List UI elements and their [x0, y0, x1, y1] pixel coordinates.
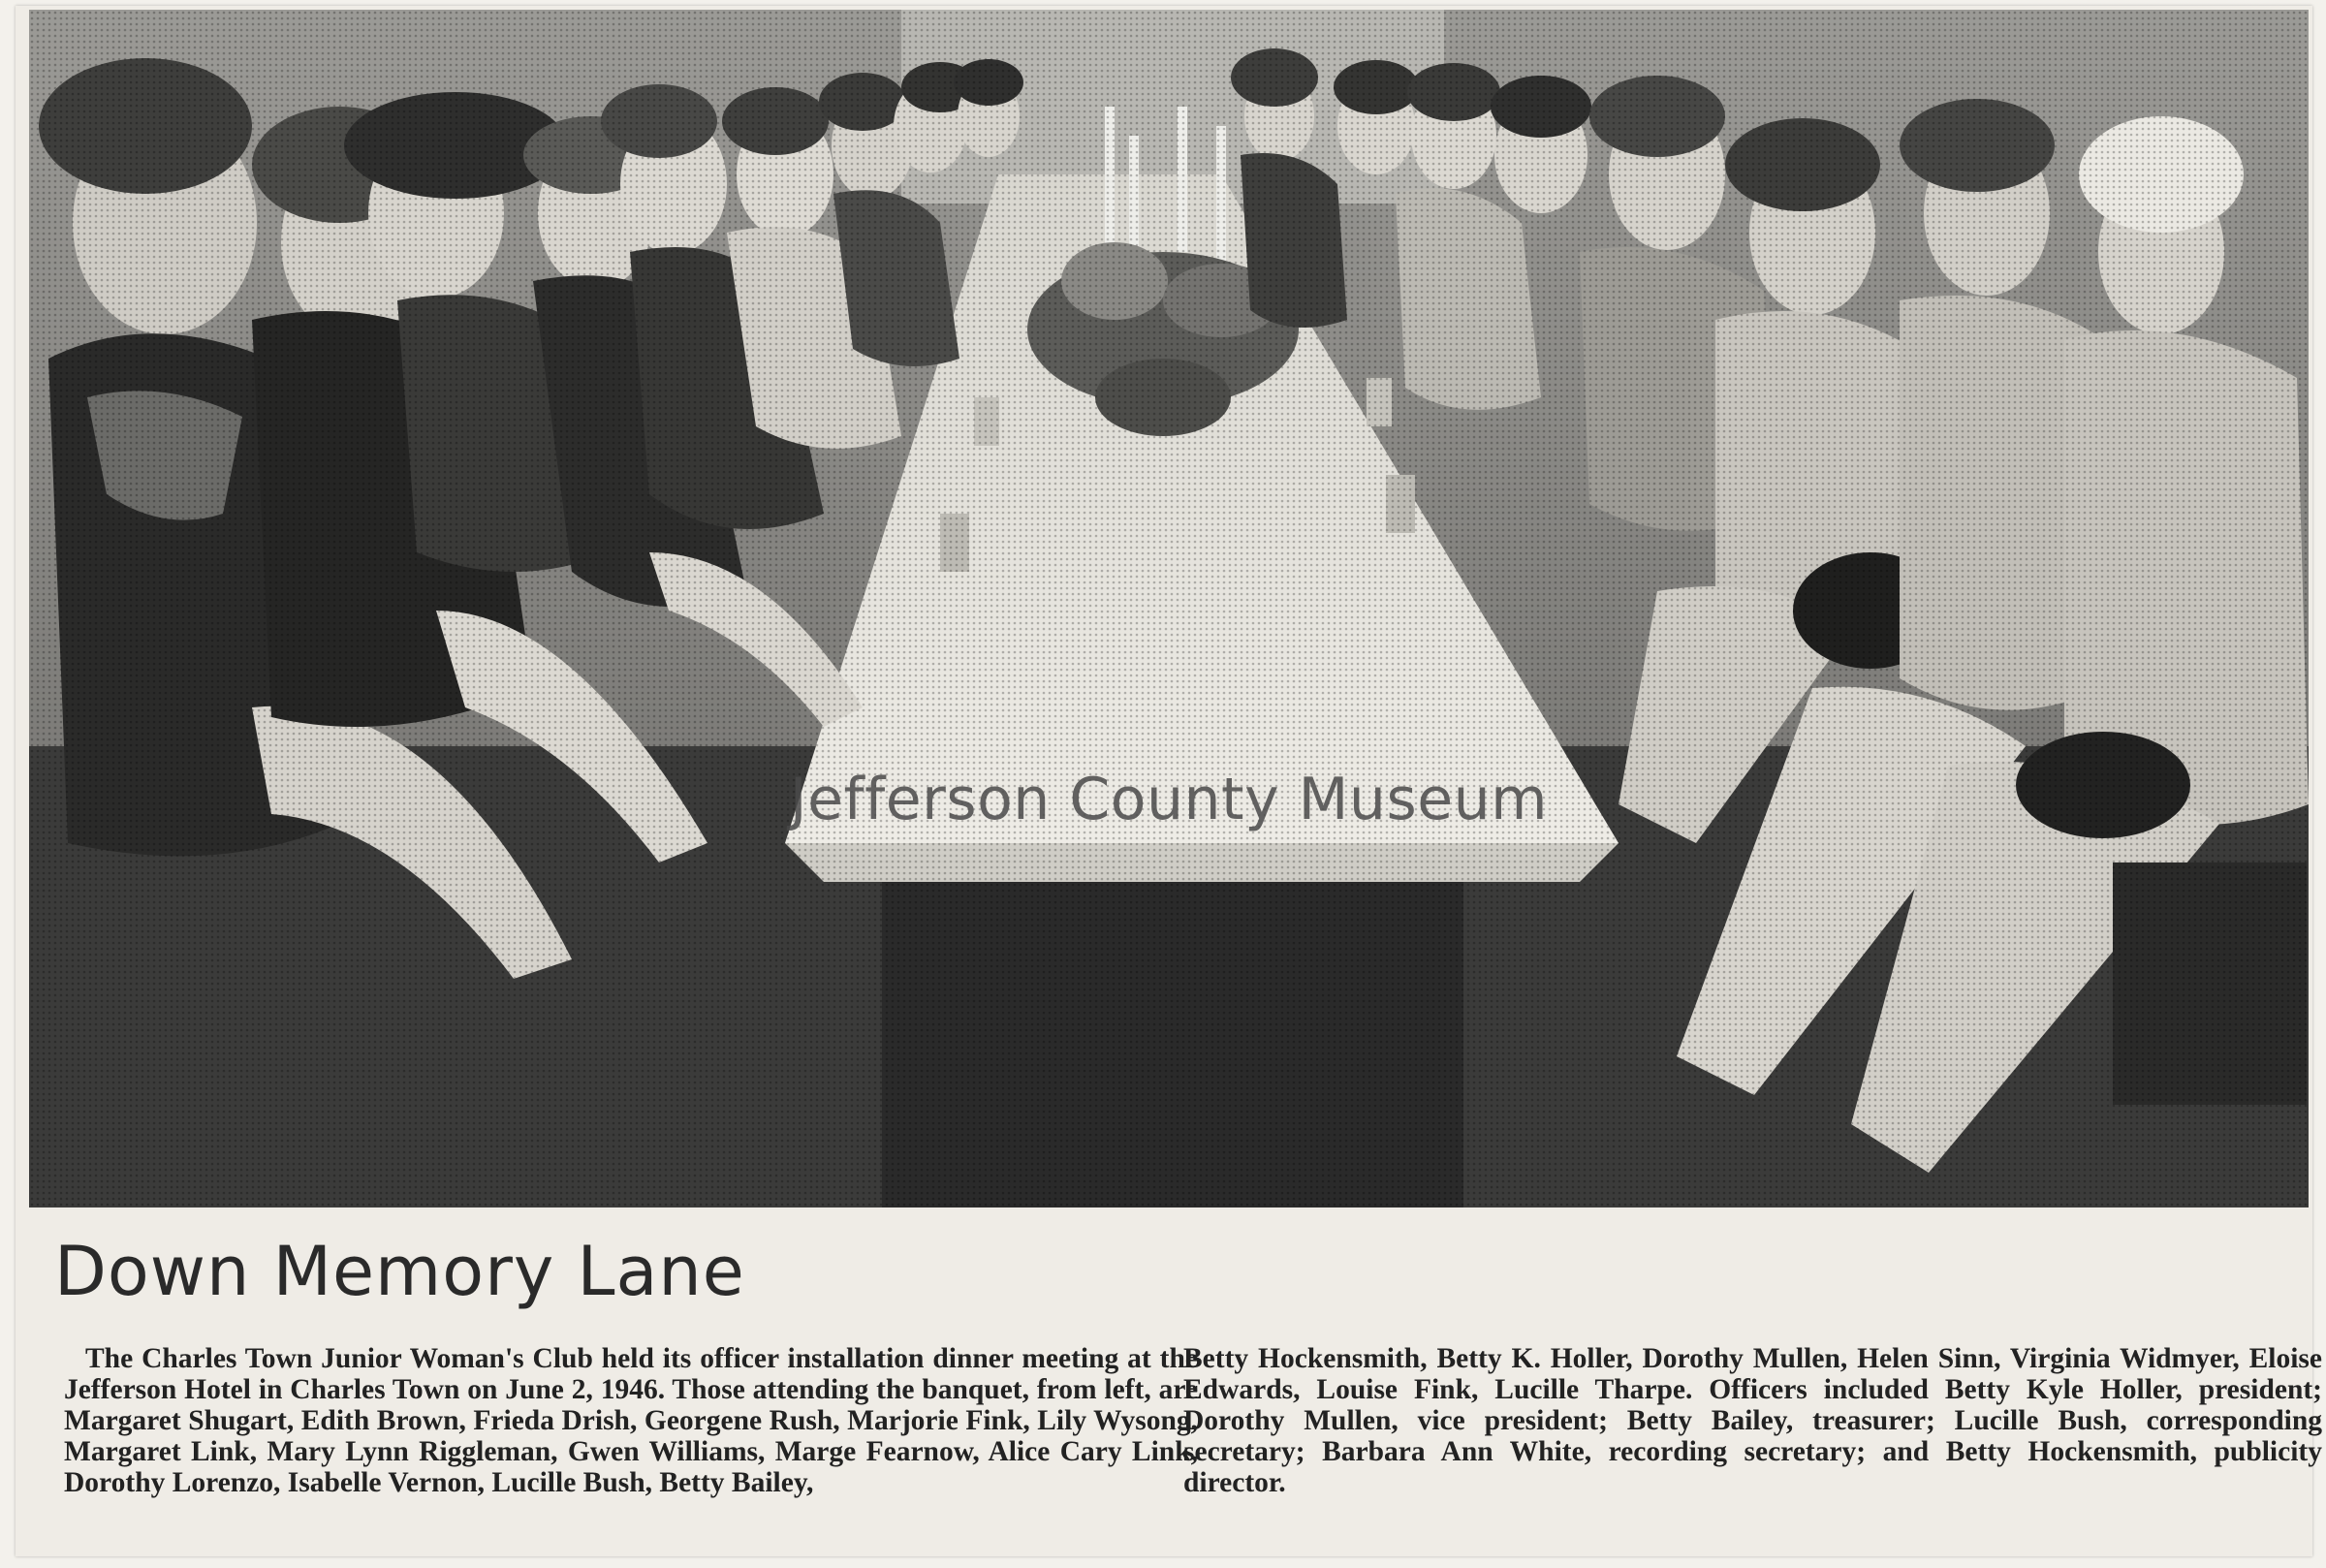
banquet-photo-illustration	[29, 10, 2309, 1207]
caption-column-2: Betty Hockensmith, Betty K. Holler, Dorothy Mullen, Helen Sinn, Virginia Widmyer, Eloise Edwards, Louise Fink, Lucille Tharpe. Officers included Betty Kyle Holler, president; Dorothy Mullen, vice president; Betty Bailey, treasurer; Lucille Bush, corresponding secretary; Barbara Ann White, recording secretary; and Betty Hockensmith, publicity director.	[1183, 1343, 2322, 1498]
museum-watermark: Jefferson County Museum	[789, 766, 1549, 833]
headline: Down Memory Lane	[54, 1232, 745, 1311]
banquet-photo	[29, 10, 2309, 1207]
caption-column-1: The Charles Town Junior Woman's Club held its officer installation dinner meeting at the Jefferson Hotel in Charles Town on June 2, 1946. Those attending the banquet, from left, are Margaret Shugart, Edith Brown, Frieda Drish, Georgene Rush, Marjorie Fink, Lily Wysong, Margaret Link, Mary Lynn Riggleman, Gwen Williams, Marge Fearnow, Alice Cary Link, Dorothy Lorenzo, Isabelle Vernon, Lucille Bush, Betty Bailey,	[64, 1343, 1198, 1498]
newspaper-clipping	[16, 6, 2322, 1556]
